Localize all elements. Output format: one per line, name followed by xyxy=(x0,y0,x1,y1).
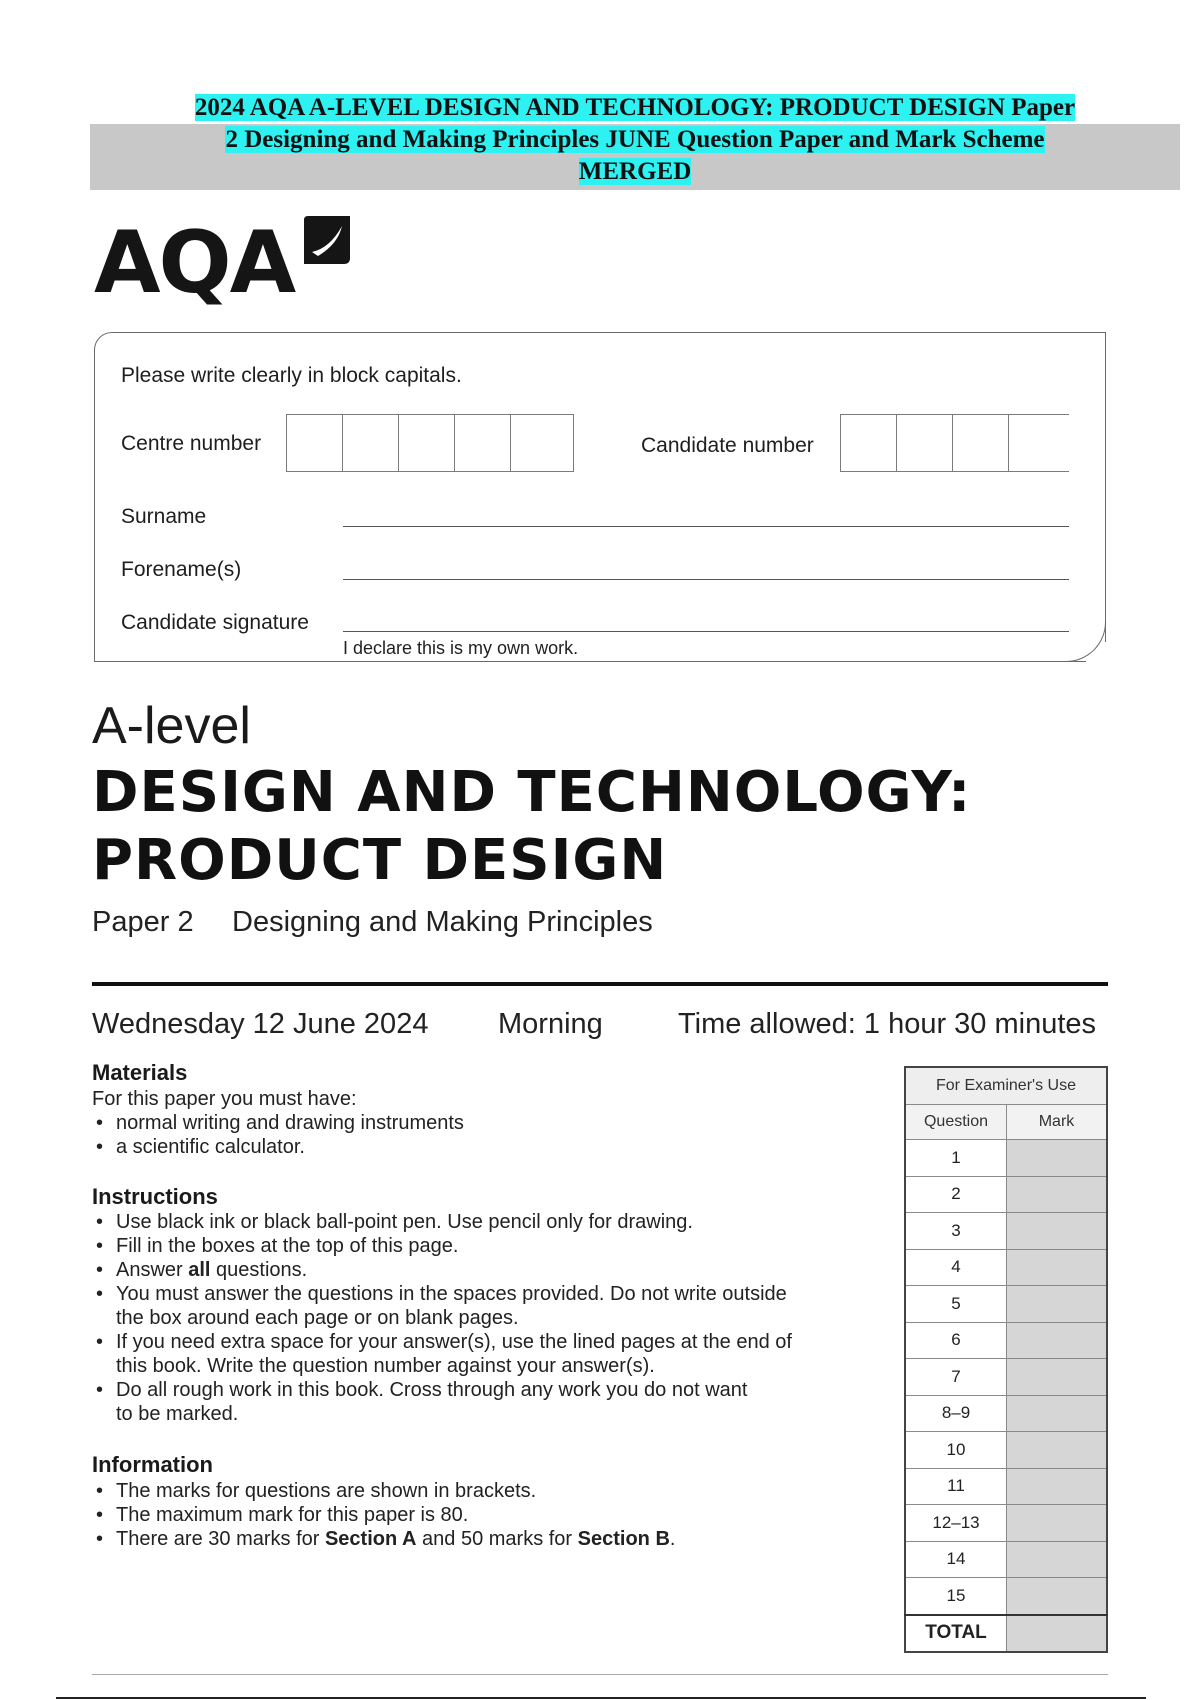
banner-line-1: 2024 AQA A-LEVEL DESIGN AND TECHNOLOGY: PRODUCT DESIGN Paper xyxy=(194,94,1076,121)
table-row xyxy=(905,1249,1107,1286)
centre-number-digit[interactable] xyxy=(343,415,399,471)
total-label: TOTAL xyxy=(905,1615,1007,1653)
list-item: • The marks for questions are shown in brackets. xyxy=(92,1479,892,1503)
page-bottom-rule xyxy=(56,1697,1146,1699)
emphasis-section-b: Section B xyxy=(577,1528,670,1550)
question-number: 5 xyxy=(905,1286,1007,1323)
text-run: There are 30 marks for xyxy=(116,1528,325,1550)
mark-cell xyxy=(1007,1541,1108,1578)
footer-divider xyxy=(92,1674,1108,1675)
centre-number-boxes[interactable] xyxy=(286,414,574,472)
list-item: • The maximum mark for this paper is 80. xyxy=(92,1503,892,1527)
candidate-number-digit[interactable] xyxy=(841,415,897,471)
table-row xyxy=(905,1505,1107,1542)
mark-cell xyxy=(1007,1213,1108,1250)
table-row xyxy=(905,1541,1107,1578)
examiners-use-heading: For Examiner's Use xyxy=(905,1067,1107,1105)
exam-date: Wednesday 12 June 2024 xyxy=(92,1008,429,1040)
question-number: 11 xyxy=(905,1468,1007,1505)
question-number: 2 xyxy=(905,1176,1007,1213)
instructions-heading: Instructions xyxy=(92,1184,218,1209)
forenames-label: Forename(s) xyxy=(121,558,242,581)
table-row xyxy=(905,1140,1107,1177)
materials-intro: For this paper you must have: xyxy=(92,1088,357,1110)
mark-cell xyxy=(1007,1286,1108,1323)
banner-line-3: MERGED xyxy=(578,158,692,185)
table-row xyxy=(905,1322,1107,1359)
column-header-mark: Mark xyxy=(1007,1105,1108,1140)
emphasis-section-a: Section A xyxy=(324,1528,417,1550)
list-item xyxy=(92,1282,892,1330)
mark-cell xyxy=(1007,1359,1108,1396)
emphasis-all: all xyxy=(188,1259,211,1281)
mark-cell xyxy=(1007,1176,1108,1213)
mark-cell xyxy=(1007,1468,1108,1505)
surname-line[interactable] xyxy=(343,526,1069,527)
paper-number: Paper 2 xyxy=(92,906,194,938)
information-heading: Information xyxy=(92,1452,213,1477)
list-item xyxy=(92,1378,892,1426)
question-number: 12–13 xyxy=(905,1505,1007,1542)
aqa-logo: AQA xyxy=(94,213,295,313)
list-item: • Use black ink or black ball-point pen. Use pencil only for drawing. xyxy=(92,1210,892,1234)
list-item: • normal writing and drawing instruments xyxy=(92,1111,872,1135)
text-run: Do all rough work in this book. Cross through any work you do not want xyxy=(116,1379,748,1401)
list-item: • Fill in the boxes at the top of this page. xyxy=(92,1234,892,1258)
centre-number-digit[interactable] xyxy=(511,415,567,471)
information-list xyxy=(92,1479,892,1551)
mark-cell xyxy=(1007,1578,1108,1615)
question-number: 1 xyxy=(905,1140,1007,1177)
text-run: questions. xyxy=(210,1259,308,1281)
qualification-level: A-level xyxy=(92,697,251,755)
list-item xyxy=(92,1527,892,1551)
mark-cell xyxy=(1007,1395,1108,1432)
table-row xyxy=(905,1468,1107,1505)
document-title-banner xyxy=(120,92,1150,188)
candidate-number-digit[interactable] xyxy=(953,415,1009,471)
question-number: 8–9 xyxy=(905,1395,1007,1432)
table-row xyxy=(905,1432,1107,1469)
table-row xyxy=(905,1286,1107,1323)
table-row xyxy=(905,1359,1107,1396)
table-row xyxy=(905,1578,1107,1615)
signature-line[interactable] xyxy=(343,631,1069,632)
text-run: If you need extra space for your answer(s), use the lined pages at the end of xyxy=(116,1331,792,1353)
exam-session: Morning xyxy=(498,1008,603,1040)
list-item: • a scientific calculator. xyxy=(92,1135,872,1159)
question-number: 14 xyxy=(905,1541,1007,1578)
candidate-number-label: Candidate number xyxy=(641,434,814,457)
mark-cell xyxy=(1007,1249,1108,1286)
instructions-list xyxy=(92,1210,892,1426)
centre-number-digit[interactable] xyxy=(287,415,343,471)
block-capitals-instruction: Please write clearly in block capitals. xyxy=(121,364,462,387)
examiners-use-table xyxy=(904,1066,1108,1653)
list-item xyxy=(92,1330,892,1378)
total-row xyxy=(905,1615,1107,1653)
question-number: 6 xyxy=(905,1322,1007,1359)
forenames-line[interactable] xyxy=(343,579,1069,580)
table-row xyxy=(905,1213,1107,1250)
table-row xyxy=(905,1395,1107,1432)
question-number: 10 xyxy=(905,1432,1007,1469)
candidate-number-digit[interactable] xyxy=(897,415,953,471)
text-run: Answer xyxy=(116,1259,189,1281)
text-run: this book. Write the question number against your answer(s). xyxy=(116,1355,655,1377)
materials-heading: Materials xyxy=(92,1060,188,1085)
total-mark-cell xyxy=(1007,1615,1108,1653)
candidate-number-digit[interactable] xyxy=(1009,415,1065,471)
text-run: to be marked. xyxy=(116,1403,239,1425)
subject-title-line-1: DESIGN AND TECHNOLOGY: xyxy=(92,760,972,825)
question-number: 7 xyxy=(905,1359,1007,1396)
text-run: and 50 marks for xyxy=(416,1528,578,1550)
mark-cell xyxy=(1007,1505,1108,1542)
signature-label: Candidate signature xyxy=(121,611,309,634)
centre-number-digit[interactable] xyxy=(455,415,511,471)
question-number: 4 xyxy=(905,1249,1007,1286)
centre-number-digit[interactable] xyxy=(399,415,455,471)
mark-cell xyxy=(1007,1322,1108,1359)
question-number: 3 xyxy=(905,1213,1007,1250)
text-run: the box around each page or on blank pages. xyxy=(116,1307,519,1329)
column-header-question: Question xyxy=(905,1105,1007,1140)
text-run: You must answer the questions in the spaces provided. Do not write outside xyxy=(116,1283,787,1305)
list-item xyxy=(92,1258,892,1282)
declaration-text: I declare this is my own work. xyxy=(343,638,579,658)
materials-list xyxy=(92,1111,872,1159)
banner-line-2: 2 Designing and Making Principles JUNE Question Paper and Mark Scheme xyxy=(225,126,1045,153)
mark-cell xyxy=(1007,1432,1108,1469)
surname-label: Surname xyxy=(121,505,207,528)
aqa-logo-mark-icon xyxy=(300,214,354,268)
subject-title-line-2: PRODUCT DESIGN xyxy=(92,828,668,893)
text-run: . xyxy=(669,1528,676,1550)
candidate-number-boxes[interactable] xyxy=(840,414,1069,472)
mark-cell xyxy=(1007,1140,1108,1177)
centre-number-label: Centre number xyxy=(121,432,262,455)
time-allowed: Time allowed: 1 hour 30 minutes xyxy=(678,1008,1097,1040)
divider xyxy=(92,982,1108,986)
paper-name: Designing and Making Principles xyxy=(232,906,653,938)
table-row xyxy=(905,1176,1107,1213)
question-number: 15 xyxy=(905,1578,1007,1615)
